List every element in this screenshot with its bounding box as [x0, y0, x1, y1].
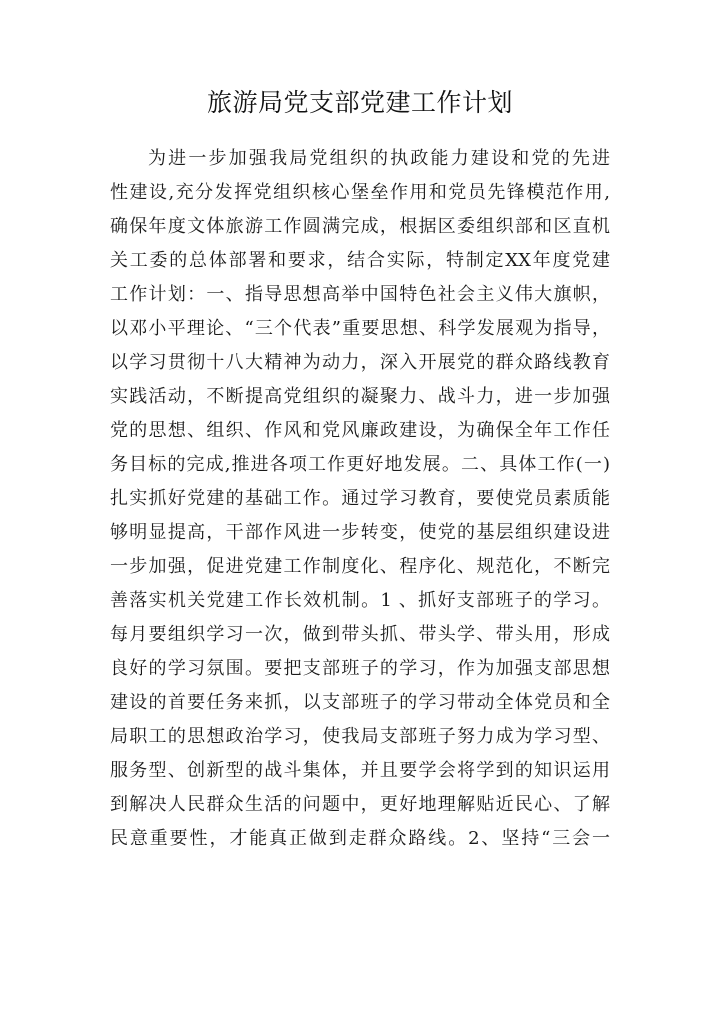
body-line: 建设的首要任务来抓，以支部班子的学习带动全体党员和全 — [110, 692, 610, 713]
body-line: 党的思想、组织、作风和党风廉政建设，为确保全年工作任 — [110, 420, 610, 441]
body-line: 务目标的完成,推进各项工作更好地发展。二、具体工作(一) — [110, 454, 610, 475]
body-line: 每月要组织学习一次，做到带头抓、带头学、带头用，形成 — [110, 624, 610, 645]
body-line: 以邓小平理论、“三个代表”重要思想、科学发展观为指导， — [110, 318, 610, 339]
body-line: 到解决人民群众生活的问题中，更好地理解贴近民心、了解 — [110, 794, 610, 815]
body-line: 实践活动，不断提高党组织的凝聚力、战斗力，进一步加强 — [110, 386, 610, 407]
body-line: 善落实机关党建工作长效机制。1 、抓好支部班子的学习。 — [110, 590, 610, 611]
body-line: 一步加强，促进党建工作制度化、程序化、规范化，不断完 — [110, 556, 610, 577]
body-line: 工作计划：一、指导思想高举中国特色社会主义伟大旗帜， — [110, 284, 610, 305]
document-body — [110, 142, 610, 856]
body-line: 为进一步加强我局党组织的执政能力建设和党的先进 — [148, 148, 610, 169]
document-title: 旅游局党支部党建工作计划 — [206, 88, 513, 117]
body-line: 够明显提高，干部作风进一步转变，使党的基层组织建设进 — [110, 522, 610, 543]
body-line: 民意重要性，才能真正做到走群众路线。2、坚持“三会一 — [110, 828, 610, 849]
body-line: 以学习贯彻十八大精神为动力，深入开展党的群众路线教育 — [110, 352, 610, 373]
body-line: 扎实抓好党建的基础工作。通过学习教育，要使党员素质能 — [110, 488, 610, 509]
body-line: 良好的学习氛围。要把支部班子的学习，作为加强支部思想 — [110, 658, 610, 679]
body-line: 性建设,充分发挥党组织核心堡垒作用和党员先锋模范作用, — [110, 182, 610, 203]
body-line: 确保年度文体旅游工作圆满完成，根据区委组织部和区直机 — [110, 216, 610, 237]
body-line: 关工委的总体部署和要求，结合实际，特制定XX年度党建 — [110, 250, 610, 271]
body-line: 服务型、创新型的战斗集体，并且要学会将学到的知识运用 — [110, 760, 610, 781]
body-line: 局职工的思想政治学习，使我局支部班子努力成为学习型、 — [110, 726, 610, 747]
